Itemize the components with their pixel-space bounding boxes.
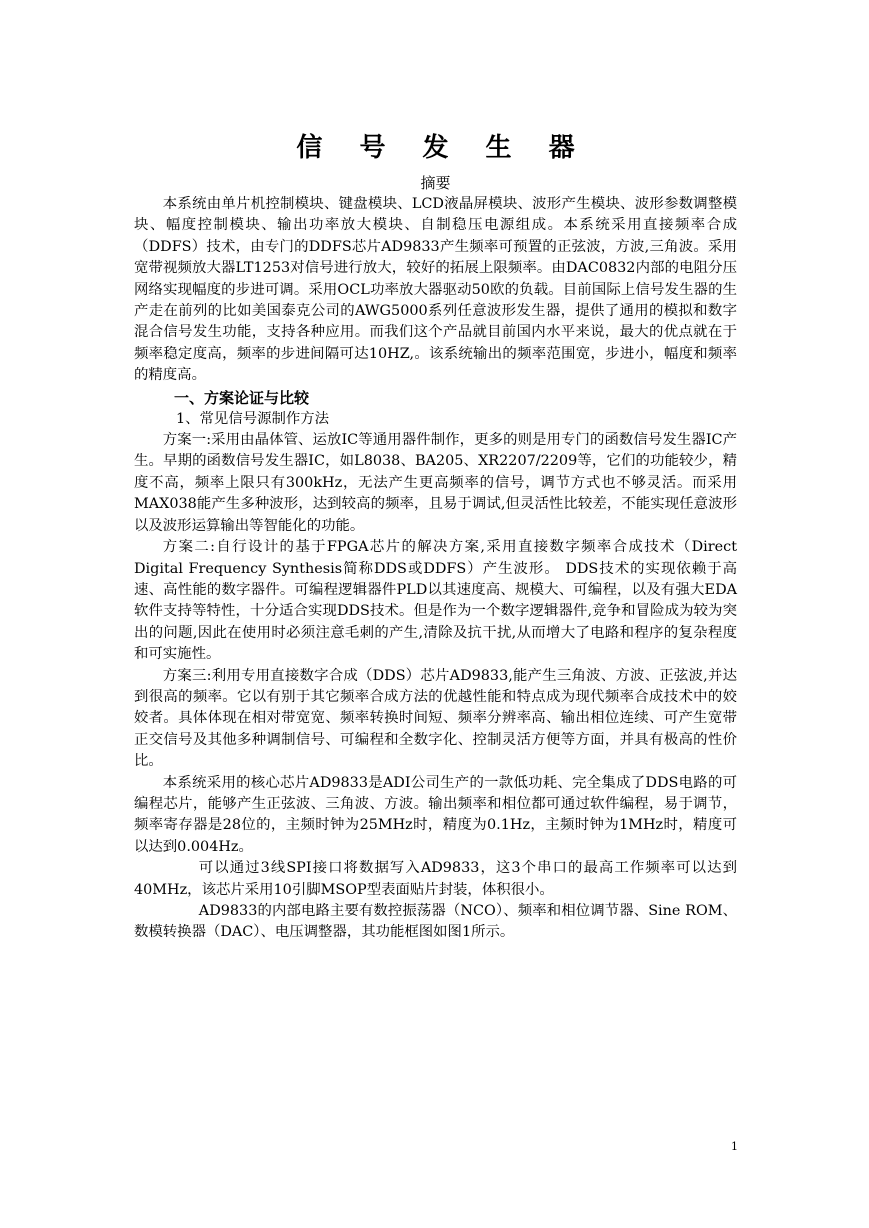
core-chip-paragraph: 本系统采用的核心芯片AD9833是ADI公司生产的一款低功耗、完全集成了DDS电路的可编程芯片，能够产生正弦波、三角波、方波。输出频率和相位都可通过软件编程，易于调节，频率寄存器是28位的，主频时钟为25MHz时，精度为0.1Hz，主频时钟为1MHz时，精度可以达到0.004Hz。 <box>134 774 737 855</box>
abstract-paragraph: 本系统由单片机控制模块、键盘模块、LCD液晶屏模块、波形产生模块、波形参数调整模块、幅度控制模块、输出功率放大模块、自制稳压电源组成。本系统采用直接频率合成（DDFS）技术，由专门的DDFS芯片AD9833产生频率可预置的正弦波，方波,三角波。采用宽带视频放大器LT1253对信号进行放大，较好的拓展上限频率。由DAC0832内部的电阻分压网络实现幅度的步进可调。采用OCL功率放大器驱动50欧的负载。目前国际上信号发生器的生产走在前列的比如美国泰克公司的AWG5000系列任意波形发生器，提供了通用的模拟和数字混合信号发生功能，支持各种应用。而我们这个产品就目前国内水平来说，最大的优点就在于频率稳定度高，频率的步进间隔可达10HZ,。该系统输出的频率范围宽，步进小，幅度和频率的精度高。 <box>134 196 737 384</box>
document-page <box>134 128 737 944</box>
scheme-two-paragraph: 方案二:自行设计的基于FPGA芯片的解决方案,采用直接数字频率合成技术（Direct Digital Frequency Synthesis简称DDS或DDFS）产生波形。 DDS技术的实现依赖于高速、高性能的数字器件。可编程逻辑器件PLD以其速度高、规模大、可编程，以及有强大EDA软件支持等特性，十分适合实现DDS技术。但是作为一个数字逻辑器件,竞争和冒险成为较为突出的问题,因此在使用时必须注意毛刺的产生,清除及抗干扰,从而增大了电路和程序的复杂程度和可实施性。 <box>134 539 737 663</box>
internal-circuit-paragraph: AD9833的内部电路主要有数控振荡器（NCO）、频率和相位调节器、Sine ROM、数模转换器（DAC）、电压调整器，其功能框图如图1所示。 <box>134 903 737 941</box>
spi-paragraph: 可以通过3线SPI接口将数据写入AD9833，这3个串口的最高工作频率可以达到40MHz，该芯片采用10引脚MSOP型表面贴片封装，体积很小。 <box>134 860 737 898</box>
subsection-heading-1: 1、常见信号源制作方法 <box>176 410 330 427</box>
scheme-three-paragraph: 方案三:利用专用直接数字合成（DDS）芯片AD9833,能产生三角波、方波、正弦波,并达到很高的频率。它以有别于其它频率合成方法的优越性能和特点成为现代频率合成技术中的姣姣者。具体体现在相对带宽宽、频率转换时间短、频率分辨率高、输出相位连续、可产生宽带正交信号及其他多种调制信号、可编程和全数字化、控制灵活方便等方面，并具有极高的性价比。 <box>134 667 737 770</box>
scheme-one-paragraph: 方案一:采用由晶体管、运放IC等通用器件制作，更多的则是用专门的函数信号发生器IC产生。早期的函数信号发生器IC，如L8038、BA205、XR2207/2209等，它们的功能较少，精度不高，频率上限只有300kHz，无法产生更高频率的信号，调节方式也不够灵活。而采用MAX038能产生多种波形，达到较高的频率，且易于调试,但灵活性比较差，不能实现任意波形以及波形运算输出等智能化的功能。 <box>134 432 737 534</box>
page-number: 1 <box>731 1140 738 1153</box>
abstract-heading: 摘要 <box>420 174 451 192</box>
section-heading-1: 一、方案论证与比较 <box>174 388 310 407</box>
document-title: 信 号 发 生 器 <box>296 133 589 163</box>
